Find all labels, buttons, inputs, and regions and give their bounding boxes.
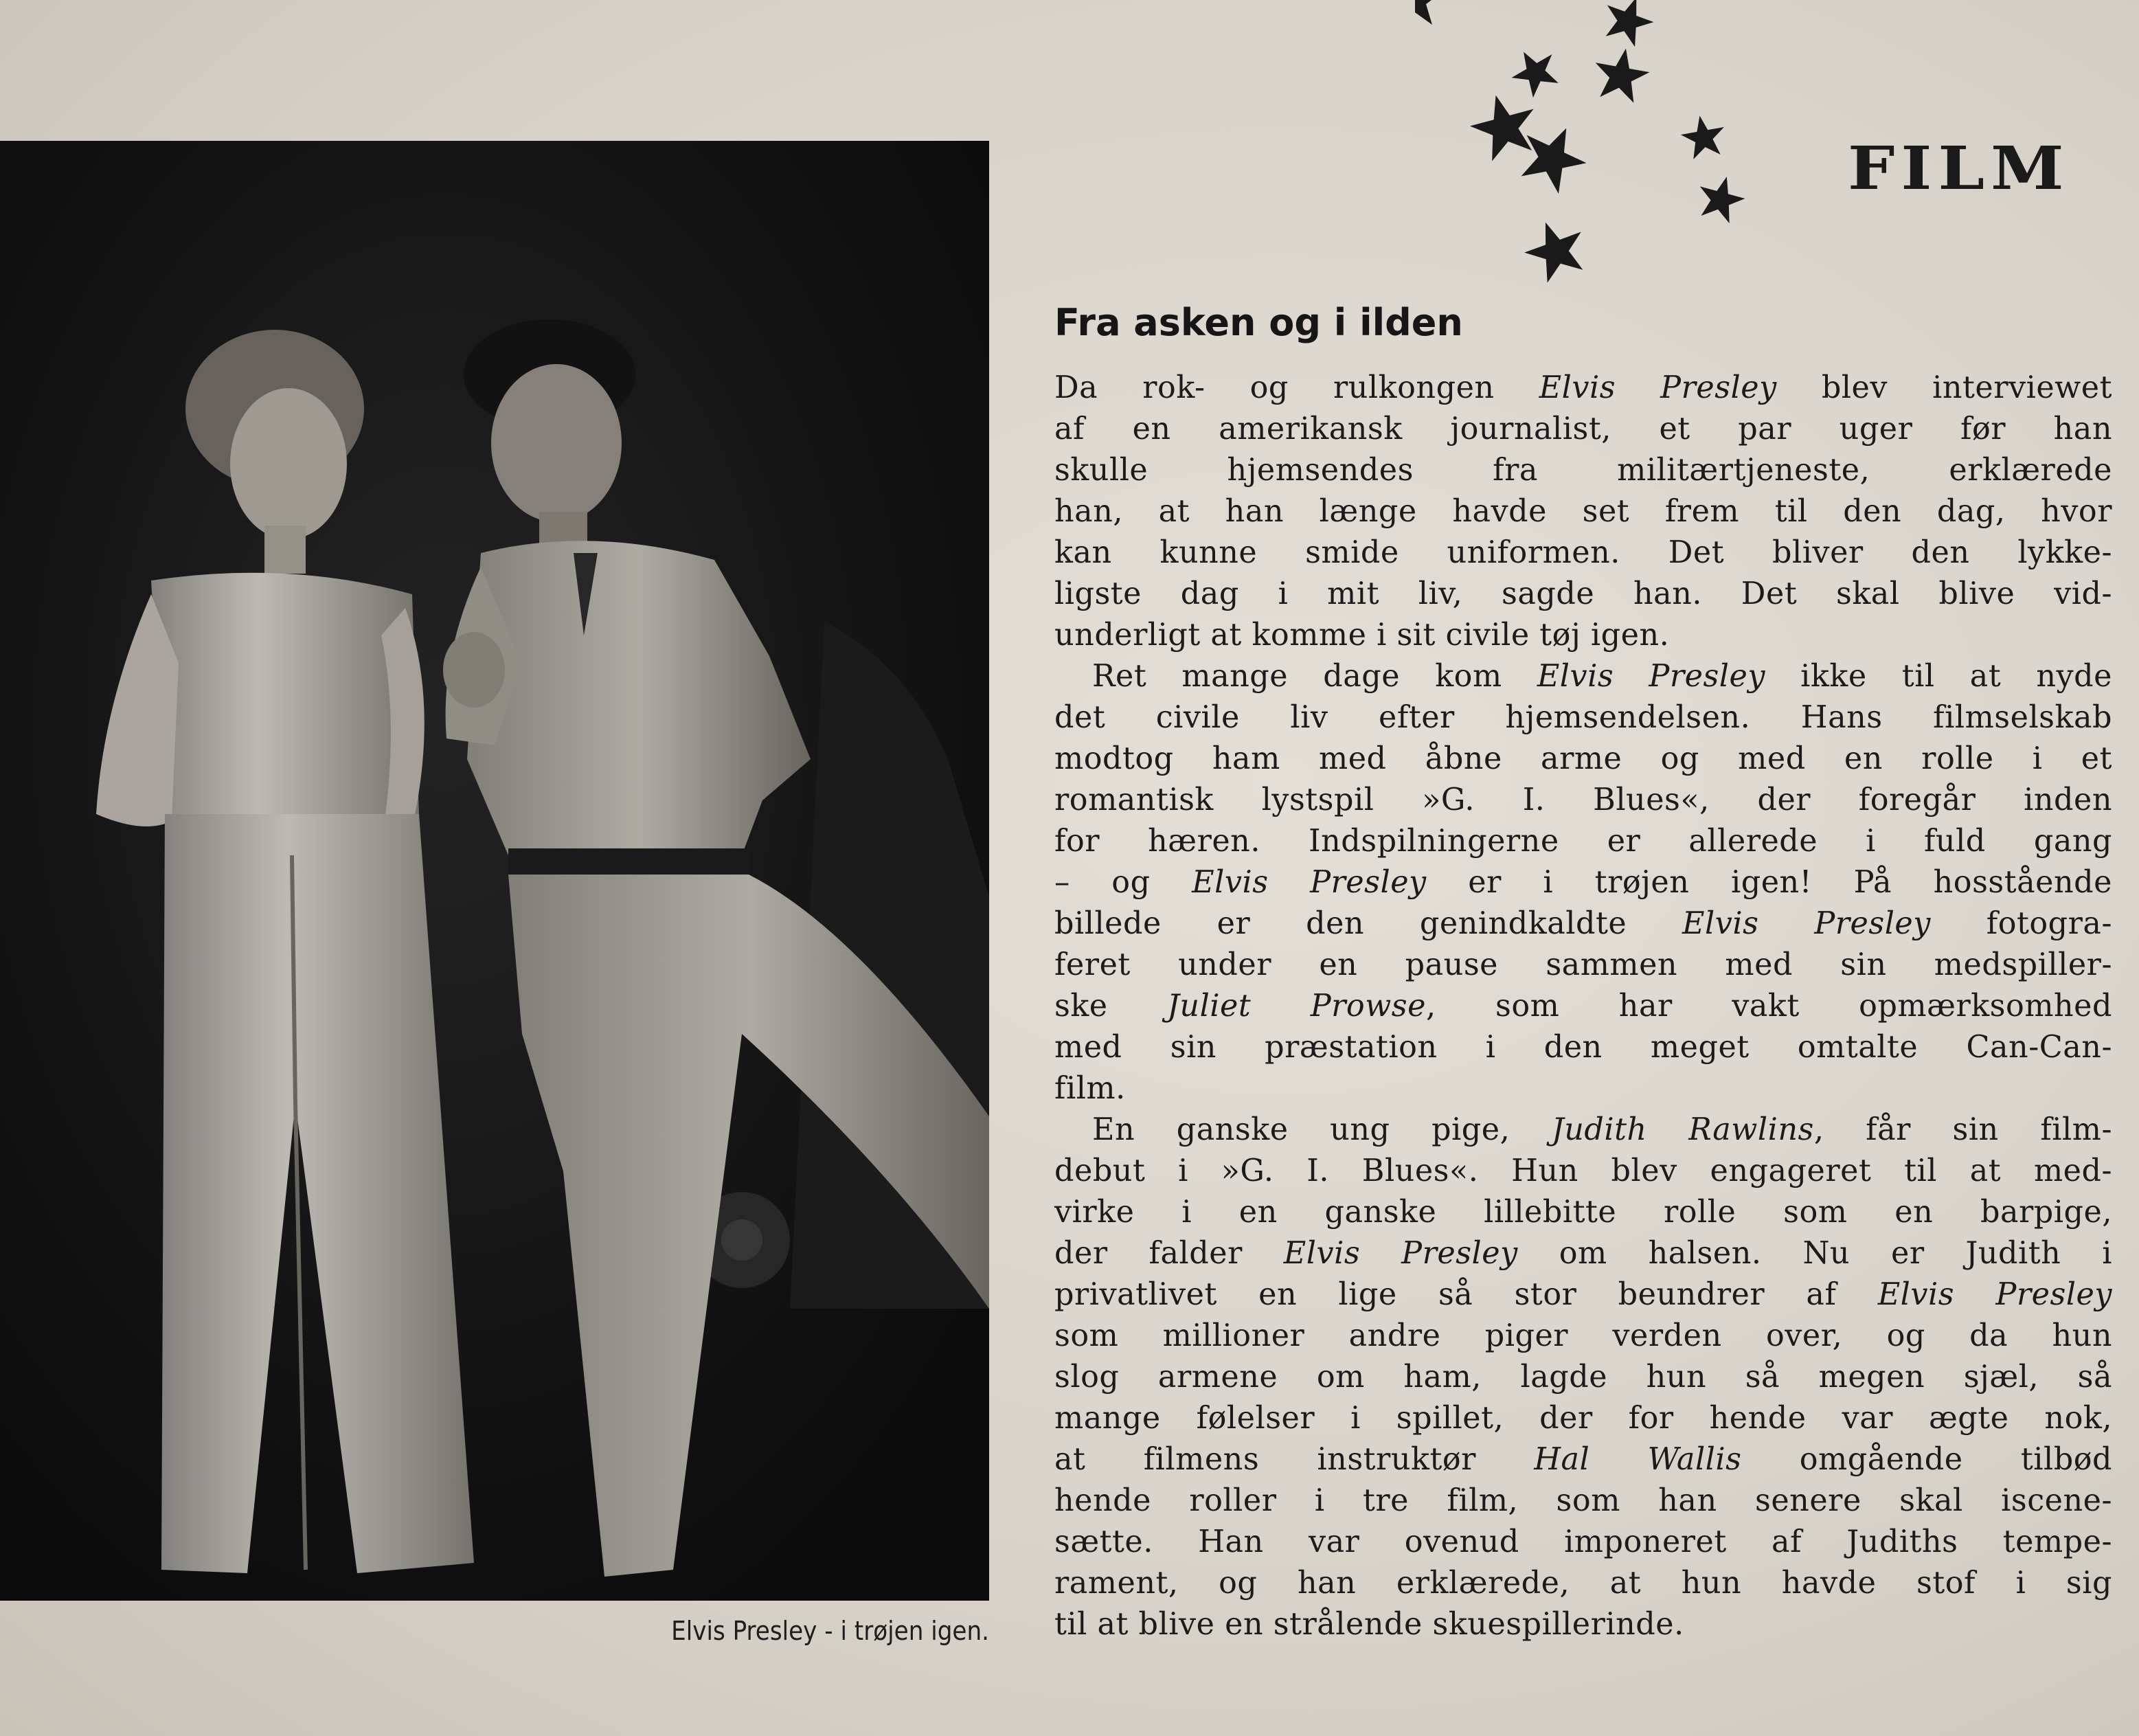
article-line: mange følelser i spillet, der for hende var ægte nok, (1054, 1401, 2112, 1436)
article-line: feret under en pause sammen med sin medspiller- (1054, 947, 2112, 982)
article-line: slog armene om ham, lagde hun så megen sjæl, så (1054, 1360, 2112, 1395)
photo-caption: Elvis Presley - i trøjen igen. (671, 1616, 989, 1646)
article-line: han, at han længe havde set frem til den dag, hvor (1054, 494, 2112, 529)
article-line: der falder Elvis Presley om halsen. Nu er Judith i (1054, 1236, 2112, 1271)
photograph-couple-icon (0, 141, 989, 1601)
article-line: modtog ham med åbne arme og med en rolle i et (1054, 741, 2112, 776)
article-line: romantisk lystspil »G. I. Blues«, der foregår inden (1054, 782, 2112, 818)
article-line: rament, og han erklærede, at hun havde stof i sig (1054, 1566, 2112, 1601)
article-line: ligste dag i mit liv, sagde han. Det skal blive vid- (1054, 576, 2112, 611)
article-line: hende roller i tre film, som han senere skal iscene- (1054, 1483, 2112, 1518)
article-line: Ret mange dage kom Elvis Presley ikke til at nyde (1092, 659, 2112, 694)
article-line: kan kunne smide uniformen. Det bliver den lykke- (1054, 535, 2112, 570)
article-line: det civile liv efter hjemsendelsen. Hans filmselskab (1054, 700, 2112, 735)
article-line: – og Elvis Presley er i trøjen igen! På hosstående (1054, 865, 2112, 900)
article-line: film. (1054, 1071, 1126, 1106)
article-line: Da rok- og rulkongen Elvis Presley blev interviewet (1054, 370, 2112, 405)
photograph (0, 141, 989, 1601)
article-line: debut i »G. I. Blues«. Hun blev engageret til at med- (1054, 1153, 2112, 1188)
section-label: FILM (1848, 134, 2070, 203)
article-line: som millioner andre piger verden over, og da hun (1054, 1318, 2112, 1353)
article-body (1054, 368, 2112, 1645)
article-line: til at blive en strålende skuespillerinde. (1054, 1607, 1684, 1642)
article-line: at filmens instruktør Hal Wallis omgående tilbød (1054, 1442, 2112, 1477)
article-line: ske Juliet Prowse, som har vakt opmærksomhed (1054, 989, 2112, 1024)
article-line: underligt at komme i sit civile tøj igen. (1054, 618, 1670, 653)
article-line: sætte. Han var ovenud imponeret af Judiths tempe- (1054, 1524, 2112, 1559)
article-headline: Fra asken og i ilden (1054, 301, 1463, 344)
article-line: af en amerikansk journalist, et par uger før han (1054, 412, 2112, 447)
stars-decoration-icon (1415, 0, 1772, 289)
article-line: virke i en ganske lillebitte rolle som en barpige, (1054, 1195, 2112, 1230)
article-line: privatlivet en lige så stor beundrer af Elvis Presley (1054, 1277, 2112, 1312)
article-line: med sin præstation i den meget omtalte Can-Can- (1054, 1030, 2112, 1065)
article-line: skulle hjemsendes fra militærtjeneste, erklærede (1054, 453, 2112, 488)
article-line: billede er den genindkaldte Elvis Presley fotogra- (1054, 906, 2112, 941)
article-line: En ganske ung pige, Judith Rawlins, får sin film- (1092, 1112, 2112, 1147)
article-line: for hæren. Indspilningerne er allerede i fuld gang (1054, 824, 2112, 859)
